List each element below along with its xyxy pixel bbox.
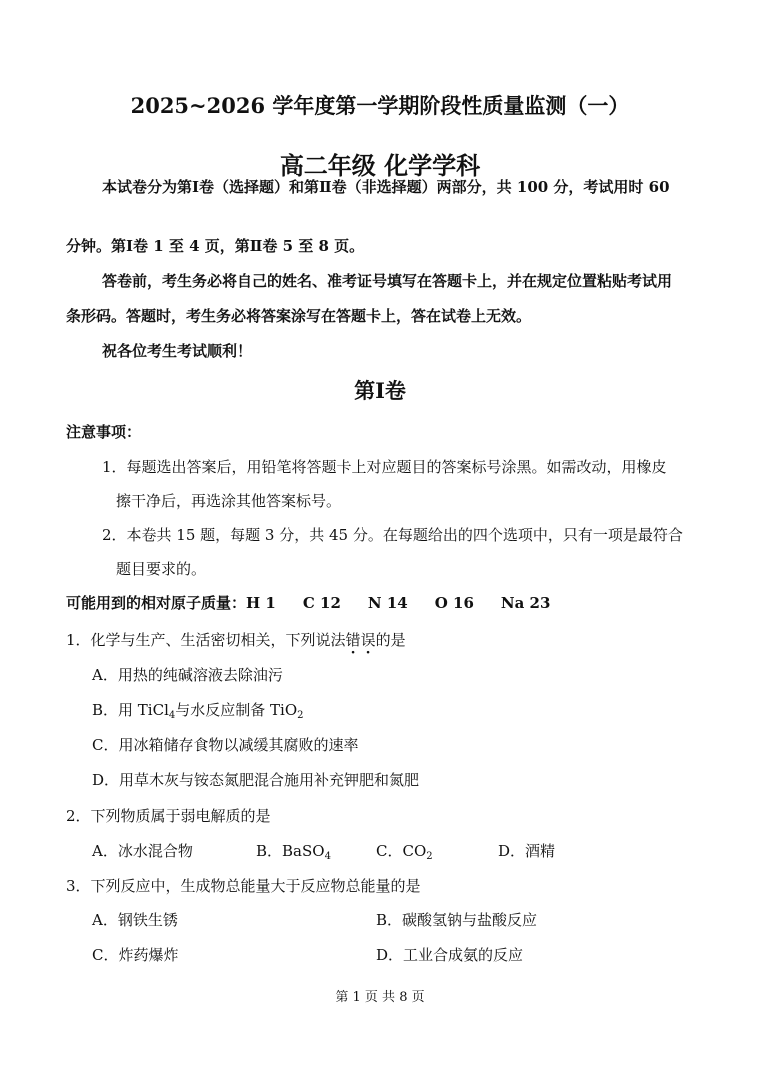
question-1-stem	[66, 630, 406, 650]
atomic-mass-na: Na 23	[500, 594, 551, 612]
question-1-option-b-text-1: B．用 TiCl	[92, 701, 169, 719]
intro-paragraph-2-line-2: 条形码。答题时，考生务必将答案涂写在答题卡上，答在试卷上无效。	[66, 307, 532, 325]
intro-paragraph-1-line-1: 本试卷分为第Ⅰ卷（选择题）和第Ⅱ卷（非选择题）两部分，共 100 分，考试用时 60	[102, 178, 670, 196]
question-3-option-b: B．碳酸氢钠与盐酸反应	[376, 911, 538, 929]
atomic-mass-n: N 14	[367, 594, 408, 612]
atomic-masses-line	[66, 593, 577, 613]
question-1-option-d: D．用草木灰与铵态氮肥混合施用补充钾肥和氮肥	[92, 771, 420, 789]
note-2-line-2: 题目要求的。	[116, 560, 207, 578]
page-footer: 第 1 页 共 8 页	[335, 990, 425, 1005]
question-2-stem: 2．下列物质属于弱电解质的是	[66, 807, 271, 825]
section-title: 第Ⅰ卷	[354, 378, 406, 403]
question-1-emphasis-1: 错	[345, 631, 361, 649]
note-2-line-1: 2．本卷共 15 题，每题 3 分，共 45 分。在每题给出的四个选项中，只有一项是最符合	[102, 526, 683, 544]
question-1-stem-prefix: 1．化学与生产、生活密切相关，下列说法	[66, 631, 346, 649]
intro-paragraph-2-line-1: 答卷前，考生务必将自己的姓名、准考证号填写在答题卡上，并在规定位置粘贴考试用	[102, 272, 673, 290]
question-3-option-a: A．钢铁生锈	[92, 911, 178, 929]
question-2-option-a: A．冰水混合物	[92, 842, 193, 860]
intro-wishes: 祝各位考生考试顺利！	[102, 342, 253, 360]
question-1-option-b-subscript-2: 2	[297, 710, 304, 721]
question-1-emphasis-2: 误	[360, 631, 376, 649]
question-3-option-c: C．炸药爆炸	[92, 946, 179, 964]
question-1-option-b-subscript-1: 4	[168, 710, 176, 721]
atomic-mass-c: C 12	[302, 594, 341, 612]
note-1-line-2: 擦干净后，再选涂其他答案标号。	[116, 492, 342, 510]
exam-subtitle: 高二年级 化学学科	[279, 151, 481, 180]
atomic-mass-o: O 16	[434, 594, 474, 612]
atomic-masses-label: 可能用到的相对原子质量：	[66, 594, 247, 612]
question-2-option-b	[256, 841, 331, 867]
question-2-option-b-text: B．BaSO	[256, 842, 325, 860]
question-2-option-c-text: C．CO	[376, 842, 427, 860]
intro-paragraph-1-line-2: 分钟。第Ⅰ卷 1 至 4 页，第Ⅱ卷 5 至 8 页。	[66, 237, 365, 255]
question-2-option-c	[376, 841, 433, 867]
atomic-mass-h: H 1	[246, 594, 276, 612]
exam-title: 2025~2026 学年度第一学期阶段性质量监测（一）	[130, 93, 630, 118]
notes-heading: 注意事项：	[66, 423, 142, 441]
note-1-line-1: 1．每题选出答案后，用铅笔将答题卡上对应题目的答案标号涂黑。如需改动，用橡皮	[102, 458, 667, 476]
question-1-option-a: A．用热的纯碱溶液去除油污	[92, 666, 283, 684]
question-1-option-c: C．用冰箱储存食物以减缓其腐败的速率	[92, 736, 359, 754]
question-2-option-b-subscript: 4	[324, 851, 331, 862]
question-1-option-b	[92, 700, 304, 726]
question-1-stem-suffix: 的是	[375, 631, 406, 649]
question-3-stem: 3．下列反应中，生成物总能量大于反应物总能量的是	[66, 877, 421, 895]
question-1-option-b-text-2: 与水反应制备 TiO	[175, 701, 298, 719]
question-3-option-d: D．工业合成氨的反应	[376, 946, 524, 964]
question-2-option-c-subscript: 2	[426, 851, 433, 862]
question-2-option-d: D．酒精	[498, 842, 556, 860]
